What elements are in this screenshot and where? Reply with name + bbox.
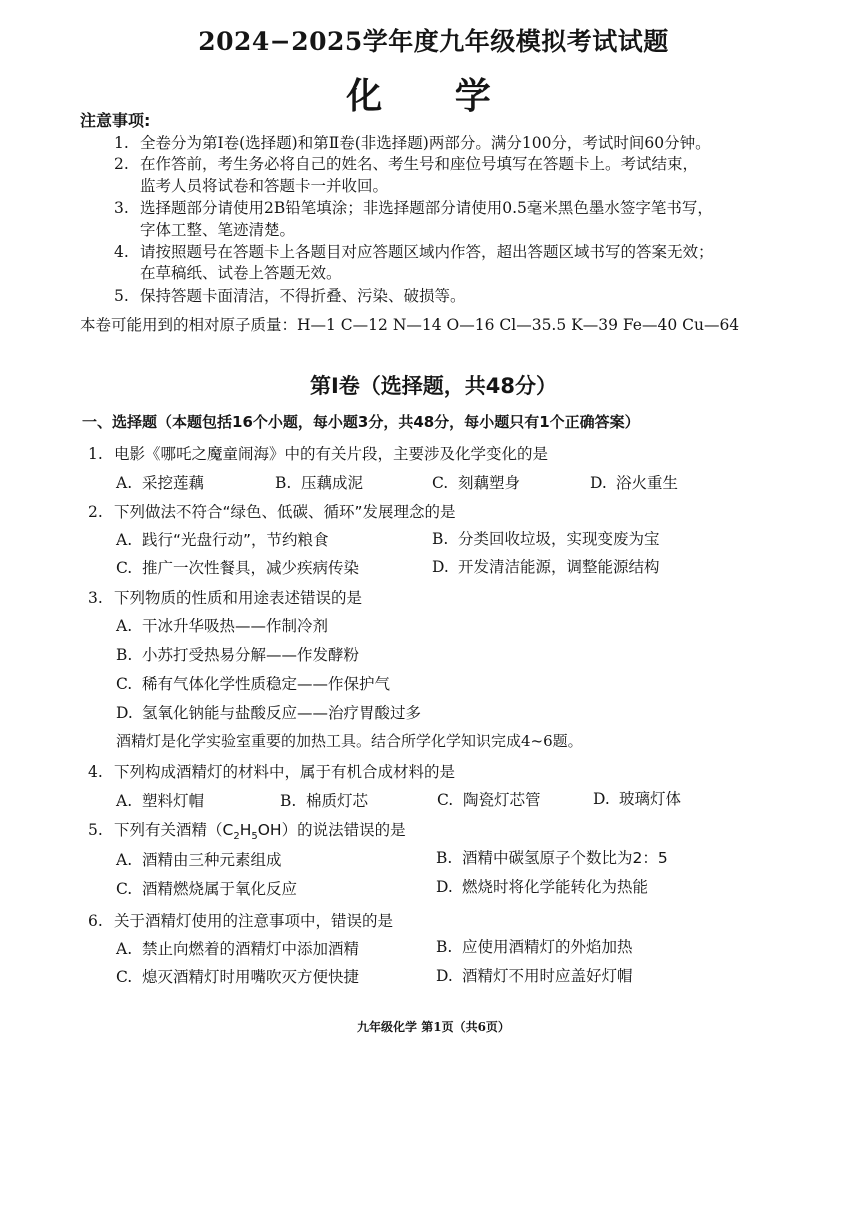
- option-text: 酒精灯不用时应盖好灯帽: [462, 967, 633, 985]
- question-1: [88, 442, 548, 464]
- question-stem: 下列构成酒精灯的材料中，属于有机合成材料的是: [114, 763, 456, 781]
- option-2a[interactable]: [116, 528, 329, 550]
- page-footer: 九年级化学 第1页（共6页）: [357, 1020, 510, 1034]
- option-text: 应使用酒精灯的外焰加热: [462, 938, 633, 956]
- option-5b[interactable]: [436, 846, 668, 868]
- option-text: 禁止向燃着的酒精灯中添加酒精: [142, 940, 360, 958]
- question-number: 5.: [88, 821, 103, 839]
- question-number: 1.: [88, 445, 103, 463]
- atomic-masses-line: 本卷可能用到的相对原子质量：H—1 C—12 N—14 O—16 Cl—35.5 K—39 Fe—40 Cu—64: [80, 316, 740, 334]
- option-2d[interactable]: [432, 555, 660, 577]
- option-text: 氢氧化钠能与盐酸反应——治疗胃酸过多: [142, 704, 422, 722]
- option-text: 陶瓷灯芯管: [463, 791, 541, 809]
- option-text: 酒精由三种元素组成: [142, 851, 282, 869]
- option-2c[interactable]: [116, 556, 359, 578]
- notice-number: 2.: [114, 155, 129, 173]
- option-text: 浴火重生: [616, 474, 679, 492]
- notice-number: 3.: [114, 199, 129, 217]
- exam-title: 2024−2025学年度九年级模拟考试试题: [198, 27, 669, 56]
- question-number: 2.: [88, 503, 103, 521]
- option-letter: B.: [280, 792, 297, 810]
- notice-number: 1.: [114, 134, 129, 152]
- part-heading: 一、选择题（本题包括16个小题，每小题3分，共48分，每小题只有1个正确答案）: [82, 413, 640, 431]
- notice-item-3: [114, 196, 713, 218]
- option-text: 棉质灯芯: [306, 792, 369, 810]
- option-letter: D.: [593, 790, 610, 808]
- notice-item-2: [114, 152, 698, 174]
- question-2: [88, 500, 456, 522]
- question-6: [88, 909, 393, 931]
- option-text: 推广一次性餐具，减少疾病传染: [142, 559, 360, 577]
- subscript: 5: [251, 831, 258, 843]
- option-letter: C.: [116, 559, 133, 577]
- notice-text-cont: 监考人员将试卷和答题卡一并收回。: [140, 177, 389, 195]
- option-6d[interactable]: [436, 964, 633, 986]
- option-text: 酒精中碳氢原子个数比为2：5: [462, 849, 668, 867]
- option-1c[interactable]: [432, 471, 520, 493]
- notice-text-cont: 在草稿纸、试卷上答题无效。: [140, 264, 342, 282]
- option-text: 小苏打受热易分解——作发酵粉: [142, 646, 360, 664]
- option-letter: A.: [116, 531, 133, 549]
- option-5d[interactable]: [436, 875, 648, 897]
- option-letter: C.: [116, 880, 133, 898]
- question-number: 6.: [88, 912, 103, 930]
- option-letter: B.: [436, 849, 453, 867]
- question-stem: 下列物质的性质和用途表述错误的是: [114, 589, 363, 607]
- question-stem-part: OH）的说法错误的是: [257, 821, 406, 839]
- notice-text-cont: 字体工整、笔迹清楚。: [140, 221, 296, 239]
- option-text: 稀有气体化学性质稳定——作保护气: [142, 675, 391, 693]
- option-6a[interactable]: [116, 937, 359, 959]
- section-title: 第Ⅰ卷（选择题，共48分）: [309, 374, 558, 398]
- option-text: 践行“光盘行动”，节约粮食: [142, 531, 329, 549]
- option-letter: A.: [116, 851, 133, 869]
- question-number: 4.: [88, 763, 103, 781]
- notice-item-5: [114, 284, 466, 306]
- option-text: 熄灭酒精灯时用嘴吹灭方便快捷: [142, 968, 360, 986]
- option-letter: D.: [116, 704, 133, 722]
- option-6b[interactable]: [436, 935, 633, 957]
- option-letter: C.: [116, 675, 133, 693]
- subscript: 2: [233, 831, 240, 843]
- notice-item-4: [114, 240, 714, 262]
- option-text: 采挖莲藕: [142, 474, 205, 492]
- option-text: 玻璃灯体: [619, 790, 682, 808]
- option-3a[interactable]: [116, 614, 328, 636]
- notice-text: 选择题部分请使用2B铅笔填涂；非选择题部分请使用0.5毫米黑色墨水签字笔书写，: [140, 199, 713, 217]
- option-letter: C.: [116, 968, 133, 986]
- option-letter: B.: [116, 646, 133, 664]
- option-text: 干冰升华吸热——作制冷剂: [142, 617, 329, 635]
- option-letter: B.: [432, 530, 449, 548]
- option-text: 压藕成泥: [301, 474, 364, 492]
- option-letter: A.: [116, 940, 133, 958]
- option-letter: B.: [436, 938, 453, 956]
- option-text: 燃烧时将化学能转化为热能: [462, 878, 649, 896]
- option-4a[interactable]: [116, 789, 204, 811]
- option-letter: D.: [590, 474, 607, 492]
- option-letter: D.: [436, 878, 453, 896]
- option-text: 分类回收垃圾，实现变废为宝: [458, 530, 660, 548]
- question-stem: 关于酒精灯使用的注意事项中，错误的是: [114, 912, 394, 930]
- option-1b[interactable]: [275, 471, 363, 493]
- option-letter: A.: [116, 617, 133, 635]
- notice-number: 4.: [114, 243, 129, 261]
- option-6c[interactable]: [116, 965, 359, 987]
- option-5c[interactable]: [116, 877, 297, 899]
- option-4d[interactable]: [593, 787, 681, 809]
- question-stem-part: H: [239, 821, 252, 839]
- notice-text: 在作答前，考生务必将自己的姓名、考生号和座位号填写在答题卡上。考试结束，: [140, 155, 699, 173]
- shared-instruction: 酒精灯是化学实验室重要的加热工具。结合所学化学知识完成4~6题。: [116, 732, 583, 750]
- option-text: 开发清洁能源，调整能源结构: [458, 558, 660, 576]
- option-letter: D.: [432, 558, 449, 576]
- notice-text: 保持答题卡面清洁，不得折叠、污染、破损等。: [140, 287, 466, 305]
- question-stem-part: 下列有关酒精（C: [114, 821, 234, 839]
- option-4c[interactable]: [437, 788, 541, 810]
- question-stem: 下列做法不符合“绿色、低碳、循环”发展理念的是: [114, 503, 456, 521]
- option-text: 酒精燃烧属于氧化反应: [142, 880, 298, 898]
- notice-item-1: [114, 131, 711, 153]
- question-3: [88, 586, 362, 608]
- option-3d[interactable]: [116, 701, 421, 723]
- question-number: 3.: [88, 589, 103, 607]
- notice-heading: 注意事项:: [80, 111, 151, 130]
- question-5: [88, 818, 406, 842]
- subject-title: 化 学: [346, 75, 521, 117]
- option-letter: C.: [432, 474, 449, 492]
- option-1d[interactable]: [590, 471, 678, 493]
- option-letter: A.: [116, 792, 133, 810]
- option-letter: C.: [437, 791, 454, 809]
- option-1a[interactable]: [116, 471, 204, 493]
- option-5a[interactable]: [116, 848, 282, 870]
- notice-number: 5.: [114, 287, 129, 305]
- option-letter: A.: [116, 474, 133, 492]
- option-3c[interactable]: [116, 672, 390, 694]
- notice-text: 全卷分为第Ⅰ卷(选择题)和第Ⅱ卷(非选择题)两部分。满分100分，考试时间60分钟。: [140, 134, 711, 152]
- option-text: 塑料灯帽: [142, 792, 205, 810]
- option-letter: D.: [436, 967, 453, 985]
- question-4: [88, 760, 455, 782]
- option-3b[interactable]: [116, 643, 359, 665]
- question-stem: 电影《哪吒之魔童闹海》中的有关片段，主要涉及化学变化的是: [114, 445, 549, 463]
- option-text: 刻藕塑身: [458, 474, 521, 492]
- option-letter: B.: [275, 474, 292, 492]
- option-2b[interactable]: [432, 527, 660, 549]
- option-4b[interactable]: [280, 789, 368, 811]
- notice-text: 请按照题号在答题卡上各题目对应答题区域内作答，超出答题区域书写的答案无效；: [140, 243, 714, 261]
